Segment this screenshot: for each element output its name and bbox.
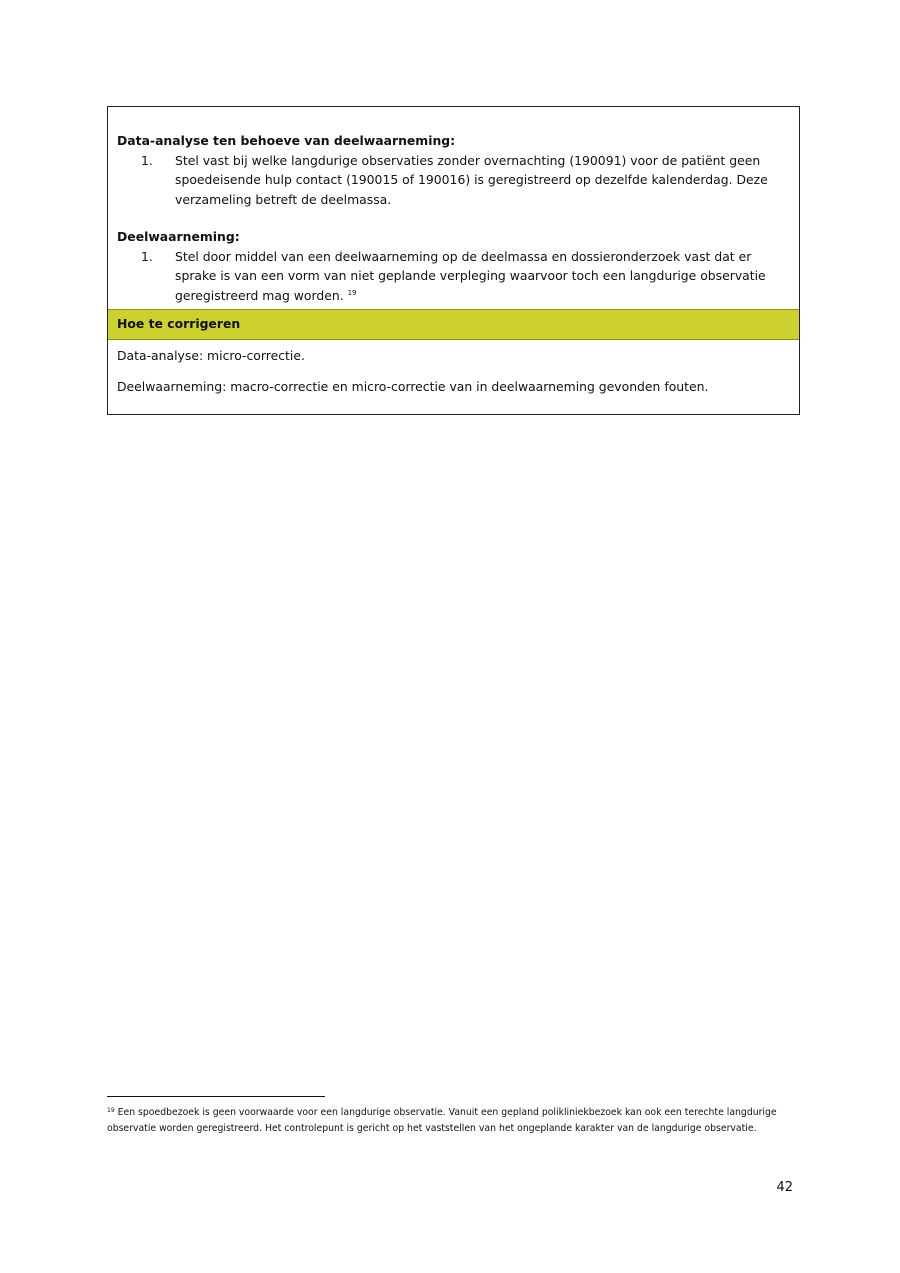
correction-heading: Hoe te corrigeren bbox=[108, 309, 799, 340]
step-text: Stel vast bij welke langdurige observaties zonder overnachting (190091) voor de patiënt geen spoedeisende hulp contact (190015 of 190016) is geregistreerd op dezelfde kalenderdag. Deze verzameling betreft de deelmassa. bbox=[175, 152, 768, 207]
step-number: 1. bbox=[141, 152, 153, 168]
footnote bbox=[107, 1105, 797, 1137]
correction-line-deelwaarneming: Deelwaarneming: macro-correctie en micro-correctie van in deelwaarneming gevonden fouten. bbox=[117, 379, 709, 394]
deelwaarneming-heading: Deelwaarneming: bbox=[117, 229, 240, 244]
correction-section bbox=[108, 340, 799, 414]
footnote-marker: 19 bbox=[107, 1107, 115, 1114]
page-number: 42 bbox=[776, 1180, 793, 1195]
data-analyse-heading: Data-analyse ten behoeve van deelwaarneming: bbox=[117, 133, 456, 148]
footnote-text: Een spoedbezoek is geen voorwaarde voor een langdurige observatie. Vanuit een gepland polikliniekbezoek kan ook een terechte langdurige observatie worden geregistreerd. Het controlepunt is gericht op het vaststellen van het ongeplande karakter van de langdurige observatie. bbox=[107, 1107, 777, 1134]
deelwaarneming-step bbox=[117, 247, 789, 306]
correction-line-data-analyse: Data-analyse: micro-correctie. bbox=[117, 348, 305, 363]
procedure-section bbox=[108, 107, 799, 309]
footnote-reference[interactable]: 19 bbox=[347, 288, 357, 297]
footnote-separator bbox=[107, 1096, 325, 1097]
control-table bbox=[107, 106, 800, 415]
step-text-wrapper bbox=[175, 247, 789, 306]
data-analyse-step bbox=[117, 151, 789, 210]
step-number: 1. bbox=[141, 248, 153, 264]
step-text: Stel door middel van een deelwaarneming op de deelmassa en dossieronderzoek vast dat er sprake is van een vorm van niet geplande verpleging waarvoor toch een langdurige observatie geregistreerd mag worden. bbox=[175, 248, 766, 303]
